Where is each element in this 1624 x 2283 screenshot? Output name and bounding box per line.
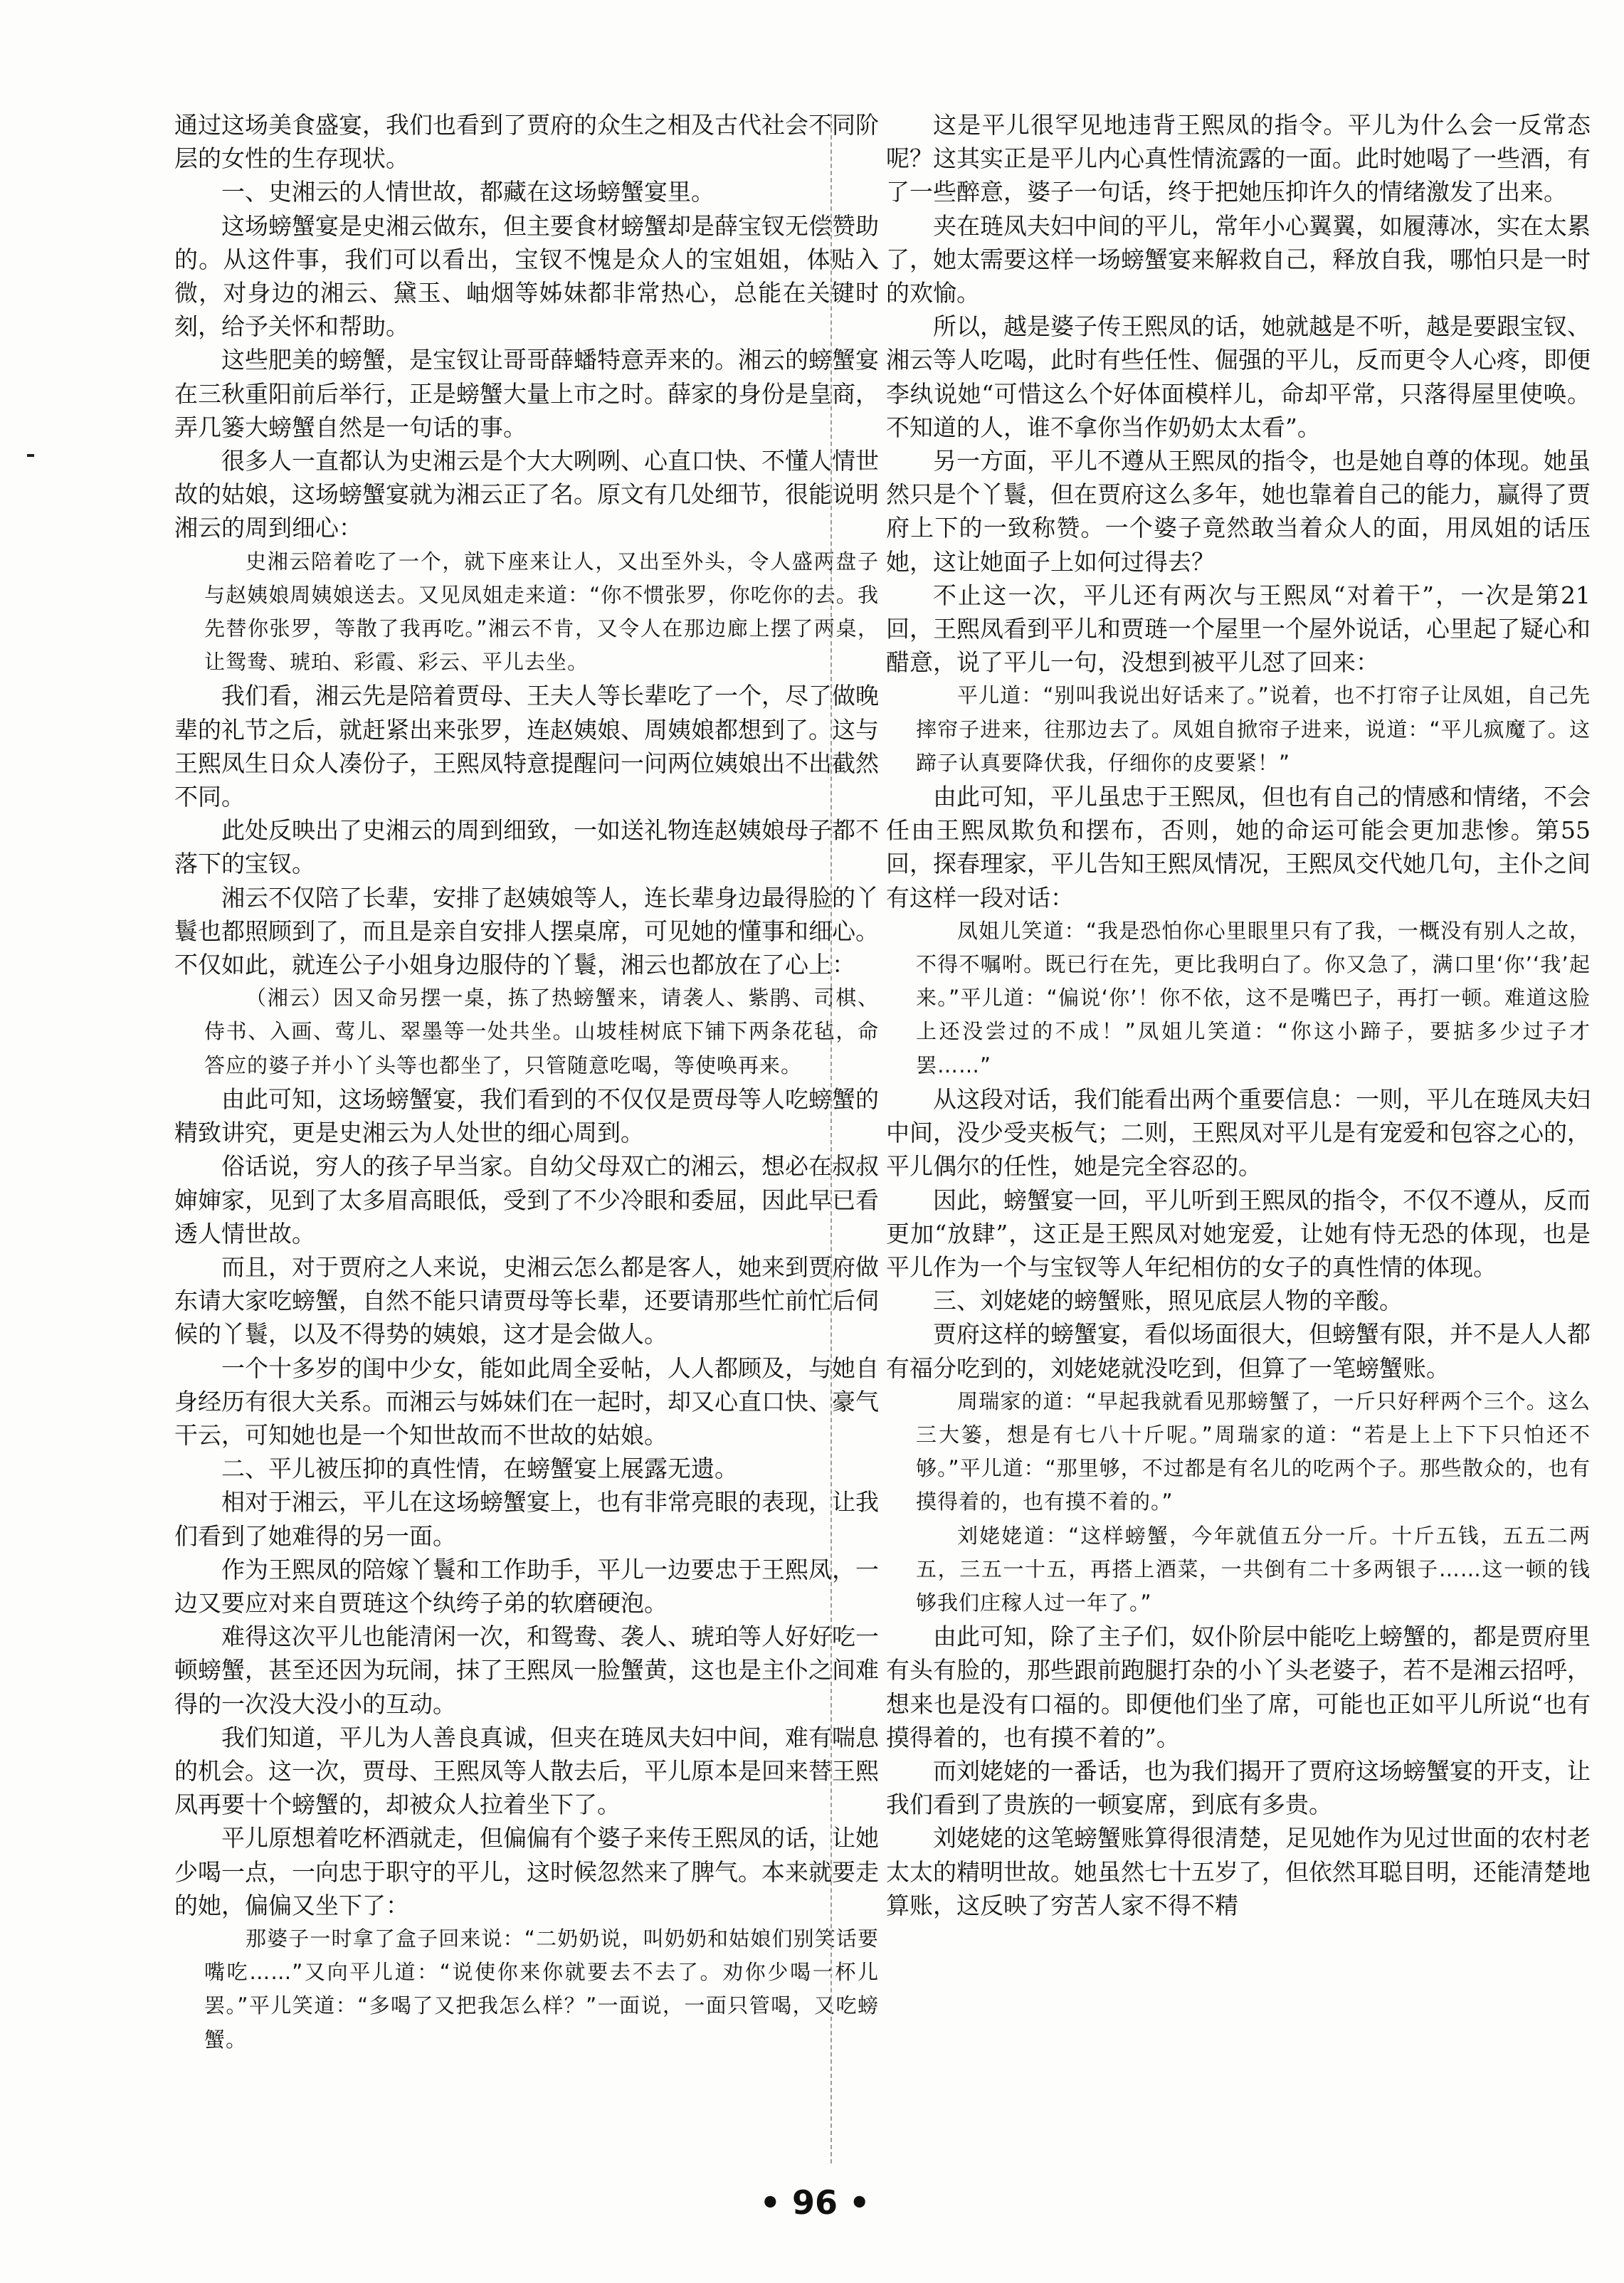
paragraph: 俗话说，穷人的孩子早当家。自幼父母双亡的湘云，想必在叔叔婶婶家，见到了太多眉高眼低，受到了不少冷眼和委屈，因此早已看透人情世故。	[174, 1152, 879, 1248]
paragraph: 由此可知，除了主子们，奴仆阶层中能吃上螃蟹的，都是贾府里有头有脸的，那些跟前跑腿打杂的小丫头老婆子，若不是湘云招呼，想来也是没有口福的。即便他们坐了席，可能也正如平儿所说“也有摸得着的，也有摸不着的”。	[886, 1623, 1591, 1751]
section-heading: 三、刘姥姥的螃蟹账，照见底层人物的辛酸。	[933, 1287, 1403, 1315]
paragraph: 我们看，湘云先是陪着贾母、王夫人等长辈吃了一个，尽了做晚辈的礼节之后，就赶紧出来张罗，连赵姨娘、周姨娘都想到了。这与王熙凤生日众人凑份子，王熙凤特意提醒问一问两位姨娘出不出截然不同。	[174, 682, 879, 811]
right-column	[886, 108, 1591, 1922]
paragraph: 平儿原想着吃杯酒就走，但偏偏有个婆子来传王熙凤的话，让她少喝一点，一向忠于职守的平儿，这时候忽然来了脾气。本来就要走的她，偏偏又坐下了：	[174, 1824, 879, 1919]
paragraph: 此处反映出了史湘云的周到细致，一如送礼物连赵姨娘母子都不落下的宝钗。	[174, 816, 879, 878]
paragraph: 夹在琏凤夫妇中间的平儿，常年小心翼翼，如履薄冰，实在太累了，她太需要这样一场螃蟹宴来解救自己，释放自我，哪怕只是一时的欢愉。	[886, 211, 1591, 307]
quoted-excerpt: 刘姥姥道：“这样螃蟹，今年就值五分一斤。十斤五钱，五五二两五，三五一十五，再搭上酒菜，一共倒有二十多两银子……这一顿的钱够我们庄稼人过一年了。”	[916, 1523, 1591, 1615]
paragraph: 这些肥美的螃蟹，是宝钗让哥哥薛蟠特意弄来的。湘云的螃蟹宴在三秋重阳前后举行，正是螃蟹大量上市之时。薛家的身份是皇商，弄几篓大螃蟹自然是一句话的事。	[174, 346, 879, 441]
paragraph: 刘姥姥的这笔螃蟹账算得很清楚，足见她作为见过世面的农村老太太的精明世故。她虽然七十五岁了，但依然耳聪目明，还能清楚地算账，这反映了穷苦人家不得不精	[886, 1824, 1591, 1919]
quoted-excerpt: 史湘云陪着吃了一个，就下座来让人，又出至外头，令人盛两盘子与赵姨娘周姨娘送去。又见凤姐走来道：“你不惯张罗，你吃你的去。我先替你张罗，等散了我再吃。”湘云不肯，又令人在那边廊上摆了两桌，让鸳鸯、琥珀、彩霞、彩云、平儿去坐。	[204, 549, 879, 675]
paragraph: 一个十多岁的闺中少女，能如此周全妥帖，人人都顾及，与她自身经历有很大关系。而湘云与姊妹们在一起时，却又心直口快、豪气干云，可知她也是一个知世故而不世故的姑娘。	[174, 1354, 879, 1449]
paragraph: 难得这次平儿也能清闲一次，和鸳鸯、袭人、琥珀等人好好吃一顿螃蟹，甚至还因为玩闹，抹了王熙凤一脸蟹黄，这也是主仆之间难得的一次没大没小的互动。	[174, 1623, 879, 1718]
quoted-excerpt: 周瑞家的道：“早起我就看见那螃蟹了，一斤只好秤两个三个。这么三大篓，想是有七八十斤呢。”周瑞家的道：“若是上上下下只怕还不够。”平儿道：“那里够，不过都是有名儿的吃两个子。那些散众的，也有摸得着的，也有摸不着的。”	[916, 1388, 1591, 1514]
page-number: • 96 •	[759, 2183, 870, 2222]
paragraph: 这是平儿很罕见地违背王熙凤的指令。平儿为什么会一反常态呢？这其实正是平儿内心真性情流露的一面。此时她喝了一些酒，有了一些醉意，婆子一句话，终于把她压抑许久的情绪激发了出来。	[886, 111, 1591, 206]
paragraph: 相对于湘云，平儿在这场螃蟹宴上，也有非常亮眼的表现，让我们看到了她难得的另一面。	[174, 1488, 879, 1550]
quoted-excerpt: 那婆子一时拿了盒子回来说：“二奶奶说，叫奶奶和姑娘们别笑话要嘴吃……”又向平儿道：“说使你来你就要去不去了。劝你少喝一杯儿罢。”平儿笑道：“多喝了又把我怎么样？”一面说，一面只管喝，又吃螃蟹。	[204, 1926, 879, 2052]
paragraph: 所以，越是婆子传王熙凤的话，她就越是不听，越是要跟宝钗、湘云等人吃喝，此时有些任性、倔强的平儿，反而更令人心疼，即便李纨说她“可惜这么个好体面模样儿，命却平常，只落得屋里使唤。不知道的人，谁不拿你当作奶奶太太看”。	[886, 312, 1591, 441]
paragraph: 作为王熙凤的陪嫁丫鬟和工作助手，平儿一边要忠于王熙凤，一边又要应对来自贾琏这个纨绔子弟的软磨硬泡。	[174, 1555, 879, 1617]
paragraph: 湘云不仅陪了长辈，安排了赵姨娘等人，连长辈身边最得脸的丫鬟也都照顾到了，而且是亲自安排人摆桌席，可见她的懂事和细心。不仅如此，就连公子小姐身边服侍的丫鬟，湘云也都放在了心上：	[174, 883, 879, 979]
paragraph: 而且，对于贾府之人来说，史湘云怎么都是客人，她来到贾府做东请大家吃螃蟹，自然不能只请贾母等长辈，还要请那些忙前忙后伺候的丫鬟，以及不得势的姨娘，这才是会做人。	[174, 1253, 879, 1349]
left-column	[174, 108, 879, 2057]
paragraph: 从这段对话，我们能看出两个重要信息：一则，平儿在琏凤夫妇中间，没少受夹板气；二则，王熙凤对平儿是有宠爱和包容之心的，平儿偶尔的任性，她是完全容忍的。	[886, 1085, 1591, 1181]
paragraph: 我们知道，平儿为人善良真诚，但夹在琏凤夫妇中间，难有喘息的机会。这一次，贾母、王熙凤等人散去后，平儿原本是回来替王熙凤再要十个螃蟹的，却被众人拉着坐下了。	[174, 1723, 879, 1819]
paragraph: 由此可知，这场螃蟹宴，我们看到的不仅仅是贾母等人吃螃蟹的精致讲究，更是史湘云为人处世的细心周到。	[174, 1085, 879, 1147]
paragraph: 很多人一直都认为史湘云是个大大咧咧、心直口快、不懂人情世故的姑娘，这场螃蟹宴就为湘云正了名。原文有几处细节，很能说明湘云的周到细心：	[174, 447, 879, 542]
paragraph: 而刘姥姥的一番话，也为我们揭开了贾府这场螃蟹宴的开支，让我们看到了贵族的一顿宴席，到底有多贵。	[886, 1756, 1591, 1819]
paragraph: 不止这一次，平儿还有两次与王熙凤“对着干”，一次是第21回，王熙凤看到平儿和贾琏一个屋里一个屋外说话，心里起了疑心和醋意，说了平儿一句，没想到被平儿怼了回来：	[886, 581, 1591, 677]
column-divider	[831, 114, 832, 2163]
paragraph: 因此，螃蟹宴一回，平儿听到王熙凤的指令，不仅不遵从，反而更加“放肆”，这正是王熙凤对她宠爱，让她有恃无恐的体现，也是平儿作为一个与宝钗等人年纪相仿的女子的真性情的体现。	[886, 1186, 1591, 1281]
paragraph: 通过这场美食盛宴，我们也看到了贾府的众生之相及古代社会不同阶层的女性的生存现状。	[174, 111, 879, 173]
quoted-excerpt: 平儿道：“别叫我说出好话来了。”说着，也不打帘子让凤姐，自己先摔帘子进来，往那边去了。凤姐自掀帘子进来，说道：“平儿疯魔了。这蹄子认真要降伏我，仔细你的皮要紧！”	[916, 683, 1591, 775]
quoted-excerpt: （湘云）因又命另摆一桌，拣了热螃蟹来，请袭人、紫鹃、司棋、侍书、入画、莺儿、翠墨等一处共坐。山坡桂树底下铺下两条花毡，命答应的婆子并小丫头等也都坐了，只管随意吃喝，等使唤再来。	[204, 986, 879, 1077]
section-heading: 一、史湘云的人情世故，都藏在这场螃蟹宴里。	[221, 178, 715, 206]
section-heading: 二、平儿被压抑的真性情，在螃蟹宴上展露无遗。	[221, 1455, 738, 1483]
quoted-excerpt: 凤姐儿笑道：“我是恐怕你心里眼里只有了我，一概没有别人之故，不得不嘱咐。既已行在先，更比我明白了。你又急了，满口里‘你’‘我’起来。”平儿道：“偏说‘你’！你不依，这不是嘴巴子，再打一顿。难道这脸上还没尝过的不成！”凤姐儿笑道：“你这小蹄子，要掂多少过子才罢……”	[916, 918, 1591, 1077]
margin-mark	[27, 454, 34, 457]
paragraph: 另一方面，平儿不遵从王熙凤的指令，也是她自尊的体现。她虽然只是个丫鬟，但在贾府这么多年，她也靠着自己的能力，赢得了贾府上下的一致称赞。一个婆子竟然敢当着众人的面，用凤姐的话压她，这让她面子上如何过得去？	[886, 447, 1591, 576]
paragraph: 由此可知，平儿虽忠于王熙凤，但也有自己的情感和情绪，不会任由王熙凤欺负和摆布，否则，她的命运可能会更加悲惨。第55回，探春理家，平儿告知王熙凤情况，王熙凤交代她几句，主仆之间有这样一段对话：	[886, 783, 1591, 912]
paragraph: 这场螃蟹宴是史湘云做东，但主要食材螃蟹却是薛宝钗无偿赞助的。从这件事，我们可以看出，宝钗不愧是众人的宝姐姐，体贴入微，对身边的湘云、黛玉、岫烟等姊妹都非常热心，总能在关键时刻，给予关怀和帮助。	[174, 211, 879, 341]
paragraph: 贾府这样的螃蟹宴，看似场面很大，但螃蟹有限，并不是人人都有福分吃到的，刘姥姥就没吃到，但算了一笔螃蟹账。	[886, 1320, 1591, 1382]
